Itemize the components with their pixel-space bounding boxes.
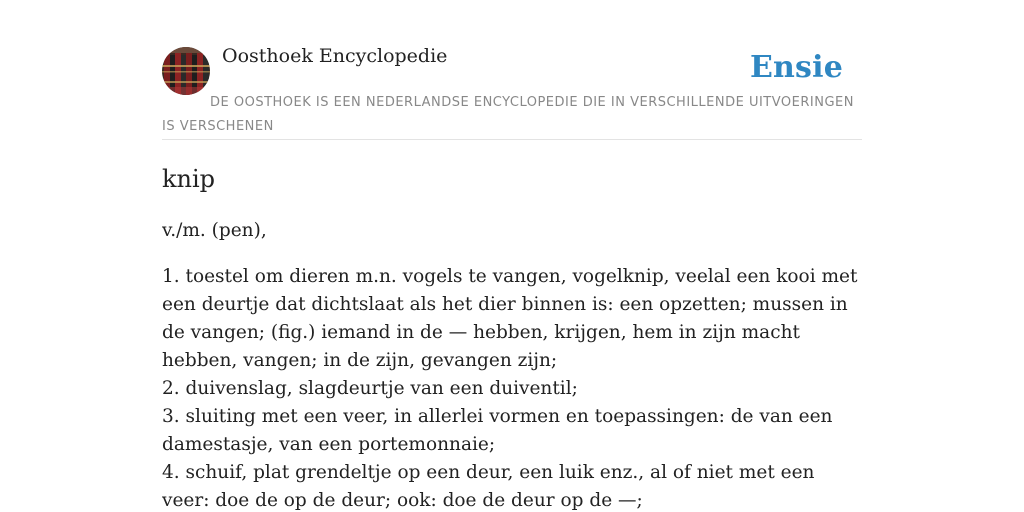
ensie-logo[interactable]: Ensie xyxy=(749,50,843,85)
definition-item: 3. sluiting met een veer, in allerlei vormen en toepassingen: de van een damestasje, van een portemonnaie; xyxy=(162,406,833,455)
definition-item: 4. schuif, plat grendeltje op een deur, een luik enz., al of niet met een veer: doe de op de deur; ook: doe de deur op de —; xyxy=(162,462,815,511)
entry-grammar: v./m. (pen), xyxy=(162,220,267,241)
definition-item: 2. duivenslag, slagdeurtje van een duiventil; xyxy=(162,378,578,399)
definition-item: 1. toestel om dieren m.n. vogels te vangen, vogelknip, veelal een kooi met een deurtje dat dichtslaat als het dier binnen is: een opzetten; mussen in de vangen; (fig.) iemand in de — hebben, krijgen, hem in zijn macht hebben, vangen; in de zijn, gevangen zijn; xyxy=(162,266,858,371)
page xyxy=(162,0,862,512)
definition-list xyxy=(162,263,862,512)
site-title[interactable]: Oosthoek Encyclopedie xyxy=(222,45,448,67)
site-avatar-bookshelf-icon[interactable] xyxy=(162,47,210,95)
entry-title: knip xyxy=(162,165,216,193)
site-tagline: DE OOSTHOEK IS EEN NEDERLANDSE ENCYCLOPEDIE DIE IN VERSCHILLENDE UITVOERINGEN IS VERSCHENEN xyxy=(162,95,854,134)
site-header xyxy=(162,0,862,140)
